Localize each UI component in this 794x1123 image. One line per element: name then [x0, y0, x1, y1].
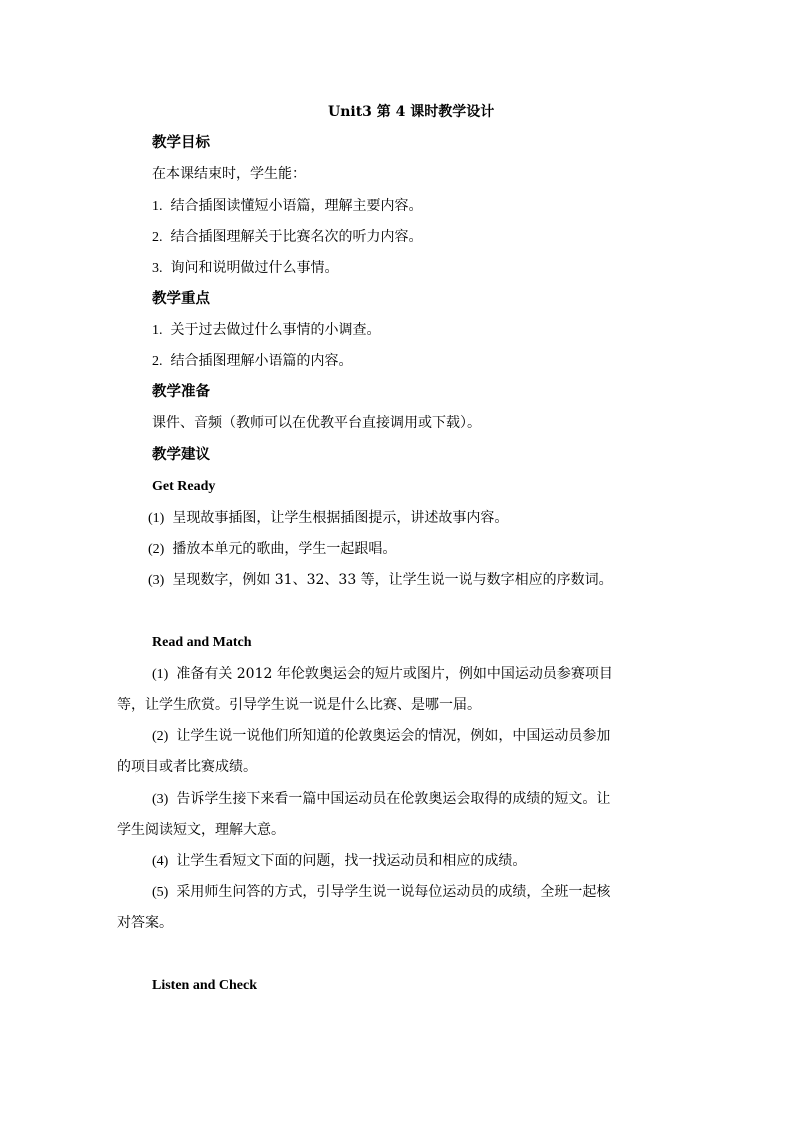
- item-number: 1.: [152, 199, 163, 214]
- read-and-match-heading: Read and Match: [152, 635, 252, 650]
- item-number: (3): [152, 792, 169, 807]
- get-ready-item: [148, 508, 508, 529]
- listen-and-check-heading: Listen and Check: [152, 978, 258, 993]
- item-text: 呈现故事插图，让学生根据插图提示，讲述故事内容。: [172, 510, 509, 526]
- item-number: 3.: [152, 261, 163, 276]
- item-number: (1): [148, 511, 165, 526]
- read-match-item: [152, 851, 526, 872]
- item-text: 让学生看短文下面的问题，找一找运动员和相应的成绩。: [176, 853, 527, 869]
- get-ready-heading: Get Ready: [152, 479, 216, 494]
- read-match-item-continuation: 的项目或者比赛成绩。: [117, 759, 257, 775]
- read-match-item-continuation: 对答案。: [117, 915, 173, 931]
- objective-item: [152, 227, 423, 248]
- item-number: 2.: [152, 230, 163, 245]
- page-title: Unit3 第 4 课时教学设计: [328, 104, 495, 120]
- read-match-item: [152, 882, 610, 903]
- objective-item: [152, 258, 339, 279]
- item-number: (3): [148, 573, 165, 588]
- read-match-item-continuation: 学生阅读短文，理解大意。: [117, 822, 285, 838]
- key-point-item: [152, 351, 353, 372]
- item-text: 告诉学生接下来看一篇中国运动员在伦敦奥运会取得的成绩的短文。让: [176, 791, 611, 807]
- item-text: 结合插图理解小语篇的内容。: [170, 353, 353, 369]
- preparation-text: 课件、音频（教师可以在优教平台直接调用或下载）。: [152, 415, 481, 431]
- item-text: 结合插图理解关于比赛名次的听力内容。: [170, 229, 423, 245]
- get-ready-item: [148, 570, 613, 591]
- key-points-heading: 教学重点: [152, 290, 210, 307]
- read-match-item-continuation: 等，让学生欣赏。引导学生说一说是什么比赛、是哪一届。: [117, 697, 481, 713]
- item-text: 结合插图读懂短小语篇，理解主要内容。: [170, 198, 423, 214]
- get-ready-item: [148, 539, 396, 560]
- objective-item: [152, 196, 423, 217]
- read-match-item: [152, 789, 610, 810]
- item-text: 让学生说一说他们所知道的伦敦奥运会的情况，例如，中国运动员参加: [176, 728, 611, 744]
- objectives-intro: 在本课结束时，学生能：: [152, 166, 306, 182]
- item-number: (4): [152, 854, 169, 869]
- item-number: 2.: [152, 354, 163, 369]
- item-text: 准备有关 2012 年伦敦奥运会的短片或图片，例如中国运动员参赛项目: [176, 666, 613, 682]
- objectives-heading: 教学目标: [152, 134, 210, 151]
- key-point-item: [152, 320, 381, 341]
- item-number: (2): [152, 729, 169, 744]
- item-number: (1): [152, 667, 169, 682]
- item-text: 呈现数字，例如 31、32、33 等，让学生说一说与数字相应的序数词。: [172, 572, 613, 588]
- item-number: (2): [148, 542, 165, 557]
- suggestions-heading: 教学建议: [152, 446, 210, 463]
- read-match-item: [152, 726, 610, 747]
- item-number: 1.: [152, 323, 163, 338]
- preparation-heading: 教学准备: [152, 383, 210, 400]
- read-match-item: [152, 664, 613, 685]
- item-text: 采用师生问答的方式，引导学生说一说每位运动员的成绩，全班一起核: [176, 884, 611, 900]
- item-text: 询问和说明做过什么事情。: [170, 260, 339, 276]
- item-text: 关于过去做过什么事情的小调查。: [170, 322, 381, 338]
- item-text: 播放本单元的歌曲，学生一起跟唱。: [172, 541, 397, 557]
- item-number: (5): [152, 885, 169, 900]
